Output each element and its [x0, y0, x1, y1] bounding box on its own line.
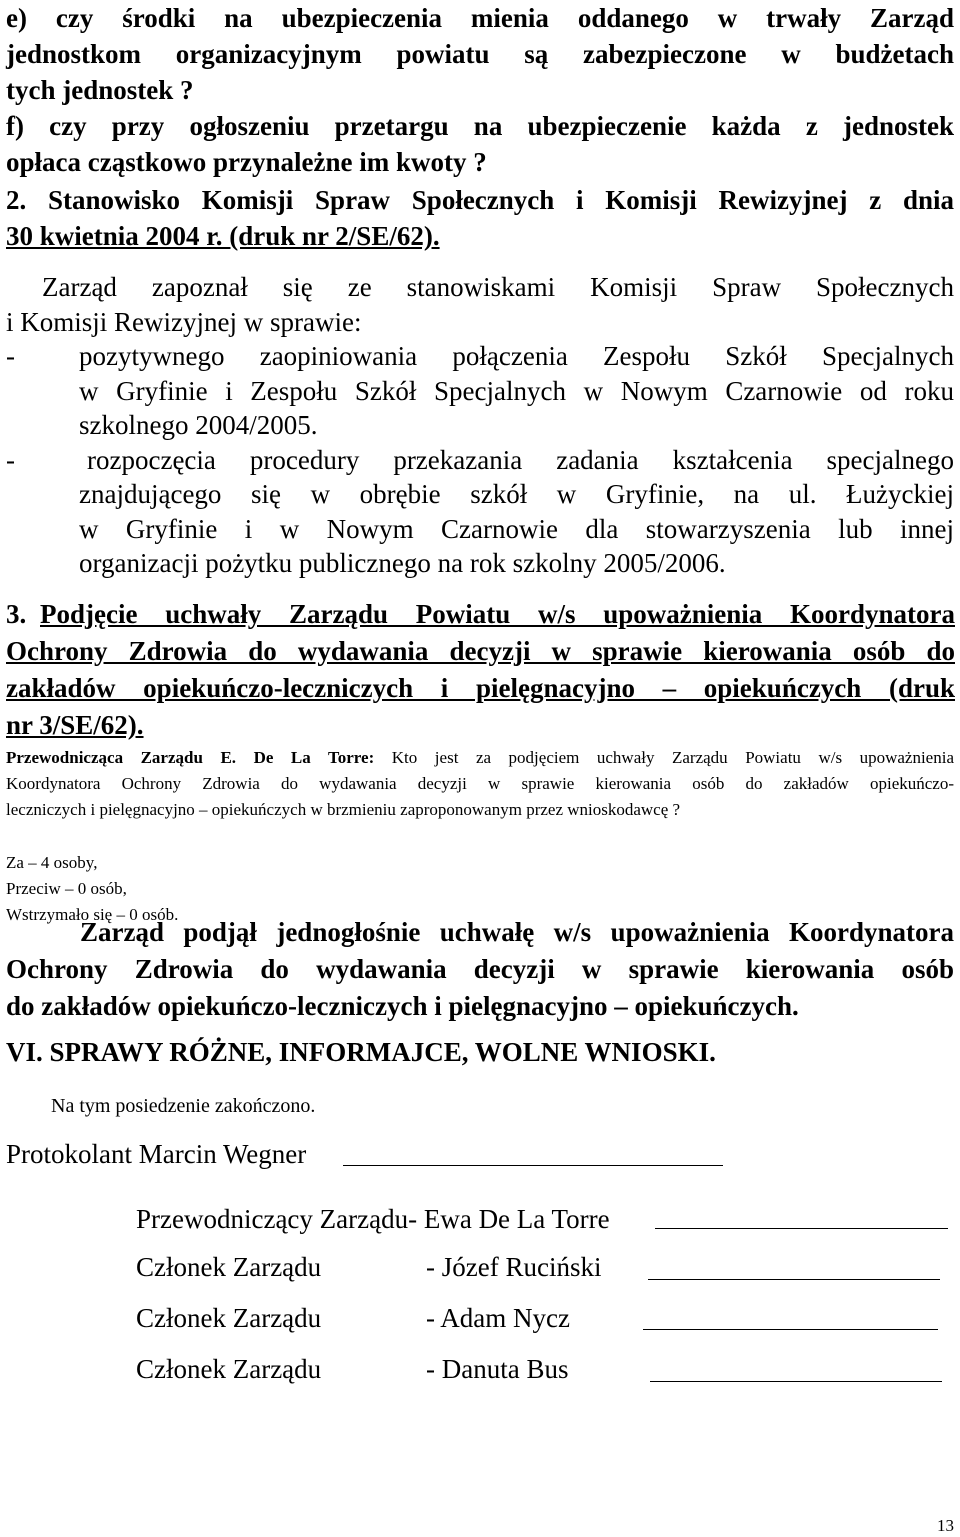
item-2-line-4: organizacji pożytku publicznego na rok szkolny 2005/2006. — [79, 548, 726, 578]
section-2-line-1: 2. Stanowisko Komisji Spraw Społecznych i Komisji Rewizyjnej z dnia — [6, 185, 954, 215]
speech-text-1: Kto jest za podjęciem uchwały Zarządu Powiatu w/s upoważnienia — [391, 748, 954, 767]
closing-sentence: Na tym posiedzenie zakończono. — [51, 1095, 316, 1117]
member-1-role: Członek Zarządu — [136, 1252, 322, 1282]
section-2-heading — [6, 182, 954, 254]
speech-line-1 — [6, 745, 954, 771]
item-2-line-3: w Gryfinie i w Nowym Czarnowie dla stowarzyszenia lub innej — [79, 513, 954, 544]
section-3-heading — [6, 596, 955, 744]
item-2-line-2: znajdującego się w obrębie szkół w Gryfinie, na ul. Łużyckiej — [79, 479, 954, 509]
item-1-line-1: pozytywnego zaopiniowania połączenia Zespołu Szkół Specjalnych — [79, 341, 954, 371]
page-number: 13 — [937, 1516, 954, 1535]
question-e-line-1: e) czy środki na ubezpieczenia mienia oddanego w trwały Zarząd — [6, 3, 954, 33]
section-2-line-2: 30 kwietnia 2004 r. (druk nr 2/SE/62). — [6, 221, 440, 251]
question-f-line-1: f) czy przy ogłoszeniu przetargu na ubezpieczenie każda z jednostek — [6, 111, 954, 141]
item-1-line-3: szkolnego 2004/2005. — [79, 410, 318, 440]
vote-against: Przeciw – 0 osób, — [6, 879, 127, 898]
statement-intro-line-1: Zarząd zapoznał się ze stanowiskami Komisji Spraw Społecznych — [42, 272, 954, 302]
section-3-line-1: Podjęcie uchwały Zarządu Powiatu w/s upoważnienia Koordynatora — [40, 599, 955, 629]
item-2-line-1: rozpoczęcia procedury przekazania zadania kształcenia specjalnego — [87, 444, 954, 475]
speech-line-2: Koordynatora Ochrony Zdrowia do wydawania decyzji w sprawie kierowania osób do zakładów opiekuńczo- — [6, 774, 954, 793]
resolution-line-3: do zakładów opiekuńczo-leczniczych i pielęgnacyjno – opiekuńczych. — [6, 991, 799, 1021]
speaker-name: Przewodnicząca Zarządu E. De La Torre: — [6, 748, 375, 767]
member-3-signature-line — [650, 1381, 942, 1382]
section-vi-heading: VI. SPRAWY RÓŻNE, INFORMAJCE, WOLNE WNIOSKI. — [6, 1037, 716, 1067]
protokolant-signature-line — [343, 1165, 723, 1166]
resolution-statement — [6, 914, 954, 1025]
questions-block — [6, 0, 954, 180]
member-2-signature-line — [643, 1329, 938, 1330]
vote-abstain: Wstrzymało się – 0 osób. — [6, 905, 179, 924]
chair-speech — [6, 745, 954, 823]
member-3-role: Członek Zarządu — [136, 1354, 322, 1384]
member-2-role: Członek Zarządu — [136, 1303, 322, 1333]
section-3-number: 3. — [6, 599, 27, 629]
statement-item-1 — [6, 339, 954, 443]
member-1-name: - Józef Ruciński — [426, 1252, 602, 1282]
chair-signature-label: Przewodniczący Zarządu- Ewa De La Torre — [136, 1204, 610, 1234]
speech-line-3: leczniczych i pielęgnacyjno – opiekuńczych w brzmieniu zaproponowanym przez wnioskodawcę ? — [6, 800, 681, 819]
section-3-line-2: Ochrony Zdrowia do wydawania decyzji w sprawie kierowania osób do — [6, 636, 955, 666]
statement-item-2 — [6, 443, 954, 581]
section-3-line-3: zakładów opiekuńczo-leczniczych i pielęgnacyjno – opiekuńczych (druk — [6, 673, 955, 703]
section-3-line-4: nr 3/SE/62). — [6, 710, 144, 740]
statement-intro-line-2: i Komisji Rewizyjnej w sprawie: — [6, 306, 362, 337]
member-3-name: - Danuta Bus — [426, 1354, 569, 1384]
member-2-name: - Adam Nycz — [426, 1303, 570, 1333]
item-2-dash: - — [6, 444, 15, 475]
resolution-line-2: Ochrony Zdrowia do wydawania decyzji w sprawie kierowania osób — [6, 954, 954, 984]
question-f-line-2: opłaca cząstkowo przynależne im kwoty ? — [6, 147, 487, 177]
question-e-line-2: jednostkom organizacyjnym powiatu są zabezpieczone w budżetach — [6, 39, 954, 69]
resolution-line-1: Zarząd podjął jednogłośnie uchwałę w/s upoważnienia Koordynatora — [80, 917, 954, 947]
chair-signature-line — [655, 1228, 948, 1229]
vote-for: Za – 4 osoby, — [6, 853, 98, 872]
board-statement — [6, 270, 954, 581]
item-1-dash: - — [6, 341, 15, 371]
question-e-line-3: tych jednostek ? — [6, 75, 194, 105]
member-1-signature-line — [648, 1279, 940, 1280]
protokolant-signature-label: Protokolant Marcin Wegner — [6, 1139, 307, 1169]
item-1-line-2: w Gryfinie i Zespołu Szkół Specjalnych w Nowym Czarnowie od roku — [79, 375, 954, 406]
